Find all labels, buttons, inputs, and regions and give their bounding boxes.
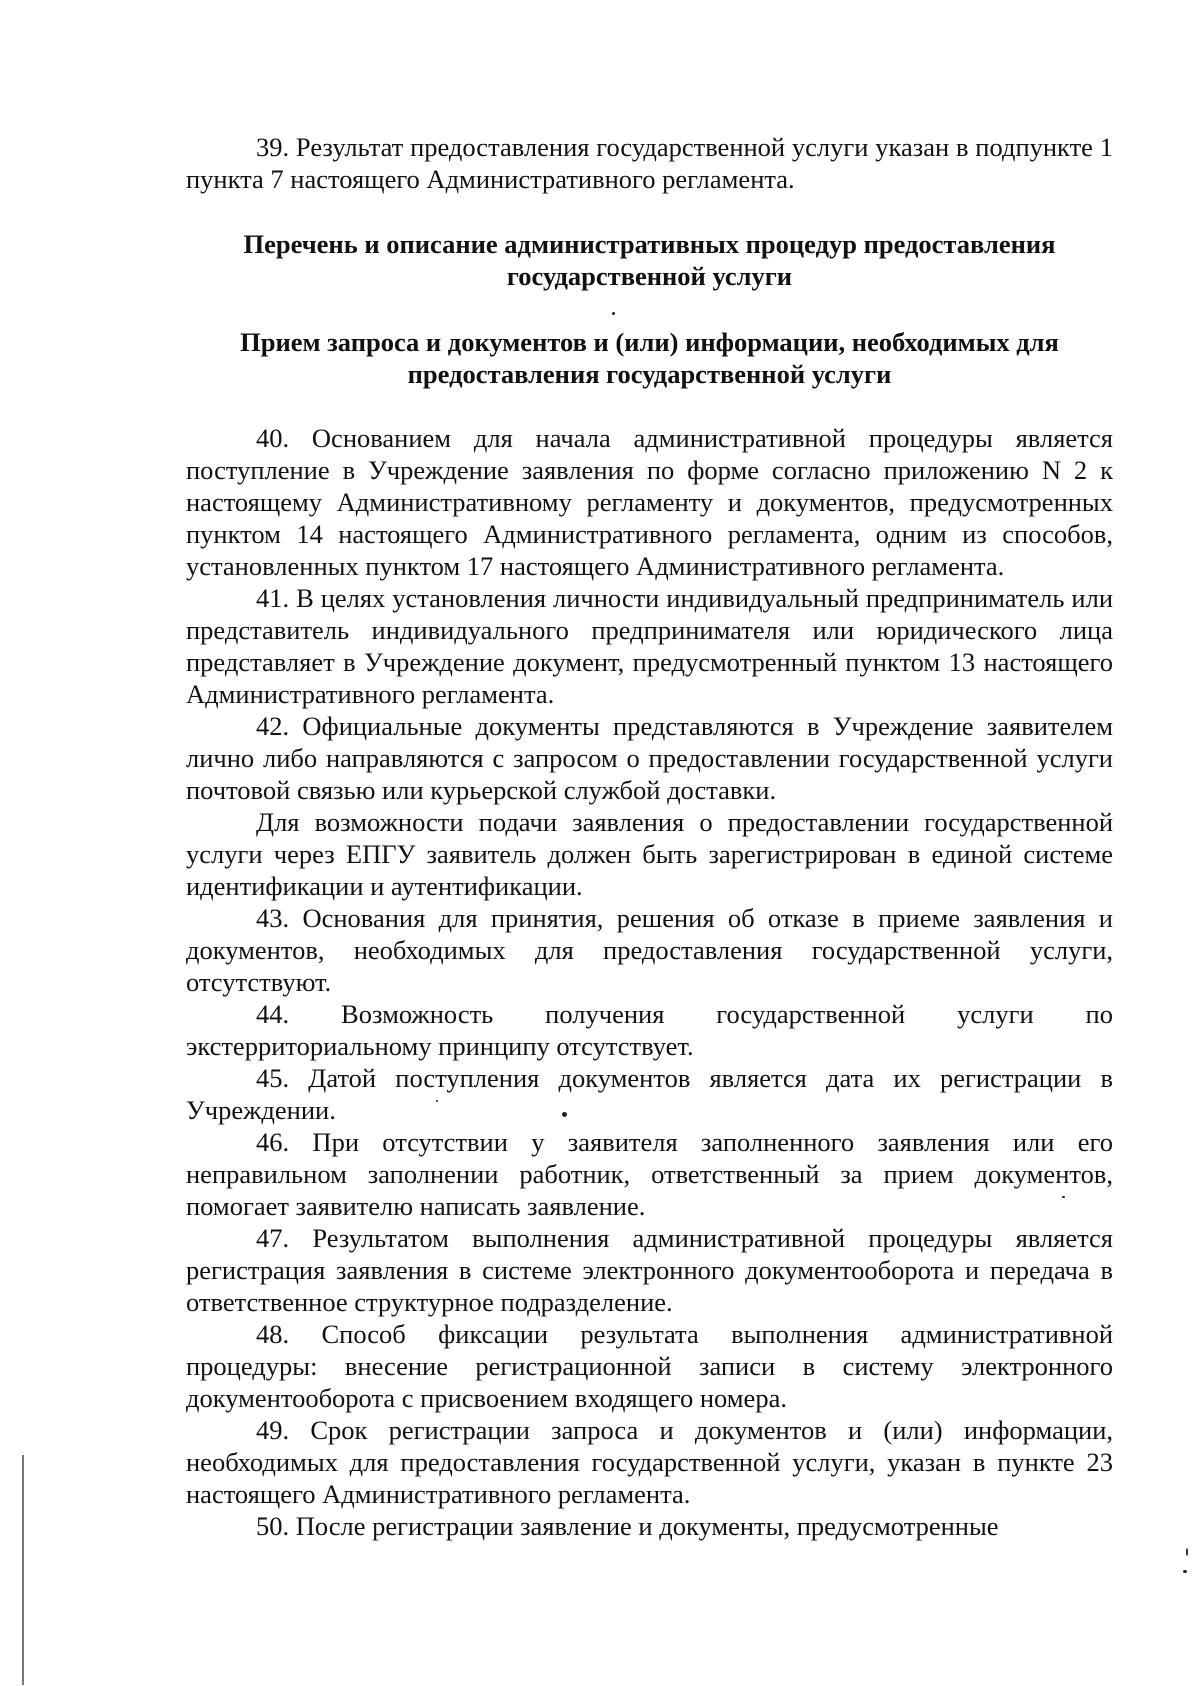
paragraph-46: 46. При отсутствии у заявителя заполненного заявления или его неправильном заполнении работник, ответственный за прием документов, помогает заявителю написать заявление. — [186, 1127, 1113, 1221]
paragraph-43: 43. Основания для принятия, решения об отказе в приеме заявления и документов, необходимых для предоставления государственной услуги, отсутствуют. — [186, 903, 1113, 997]
paragraph-39 — [186, 131, 1113, 195]
scan-speck — [1062, 1196, 1065, 1198]
section-heading: Перечень и описание административных процедур предоставления государственной услуги — [243, 229, 1056, 291]
scan-speck — [612, 312, 615, 315]
paragraph-49: 49. Срок регистрации запроса и документов и (или) информации, необходимых для предоставления государственной услуги, указан в пункте 23 настоящего Административного регламента. — [186, 1415, 1113, 1509]
subsection-heading: Прием запроса и документов и (или) информации, необходимых для предоставления государственной услуги — [240, 327, 1059, 389]
paragraph-44: 44. Возможность получения государственной услуги по экстерриториальному принципу отсутствует. — [186, 999, 1113, 1061]
body-text — [186, 422, 1113, 1542]
paragraph-41: 41. В целях установления личности индивидуальный предприниматель или представитель индивидуального предпринимателя или юридического лица представляет в Учреждение документ, предусмотренный пунктом 13 настоящего Административного регламента. — [186, 583, 1113, 709]
paragraph-42: 42. Официальные документы представляются в Учреждение заявителем лично либо направляются с запросом о предоставлении государственной услуги почтовой связью или курьерской службой доставки. — [186, 711, 1113, 805]
scan-speck — [1186, 1548, 1188, 1556]
paragraph-45: 45. Датой поступления документов является дата их регистрации в Учреждении. — [186, 1063, 1113, 1125]
scan-speck — [1183, 1570, 1187, 1573]
scan-speck — [562, 1112, 567, 1117]
paragraph-50: 50. После регистрации заявление и документы, предусмотренные — [256, 1511, 999, 1541]
paragraph-48: 48. Способ фиксации результата выполнения административной процедуры: внесение регистрационной записи в систему электронного документооборота с присвоением входящего номера. — [186, 1319, 1113, 1413]
paragraph-40: 40. Основанием для начала административной процедуры является поступление в Учреждение заявления по форме согласно приложению N 2 к настоящему Административному регламенту и документов, предусмотренных пунктом 14 настоящего Административного регламента, одним из способов, установленных пунктом 17 настоящего Административного регламента. — [186, 423, 1113, 581]
paragraph-47: 47. Результатом выполнения административной процедуры является регистрация заявления в системе электронного документооборота и передача в ответственное структурное подразделение. — [186, 1223, 1113, 1317]
paragraph-42-continuation: Для возможности подачи заявления о предоставлении государственной услуги через ЕПГУ заявитель должен быть зарегистрирован в единой системе идентификации и аутентификации. — [186, 807, 1113, 901]
scan-edge-line — [22, 1455, 24, 1685]
paragraph-text: 39. Результат предоставления государственной услуги указан в подпункте 1 пункта 7 настоящего Административного регламента. — [186, 132, 1113, 194]
scan-speck — [436, 1100, 438, 1102]
